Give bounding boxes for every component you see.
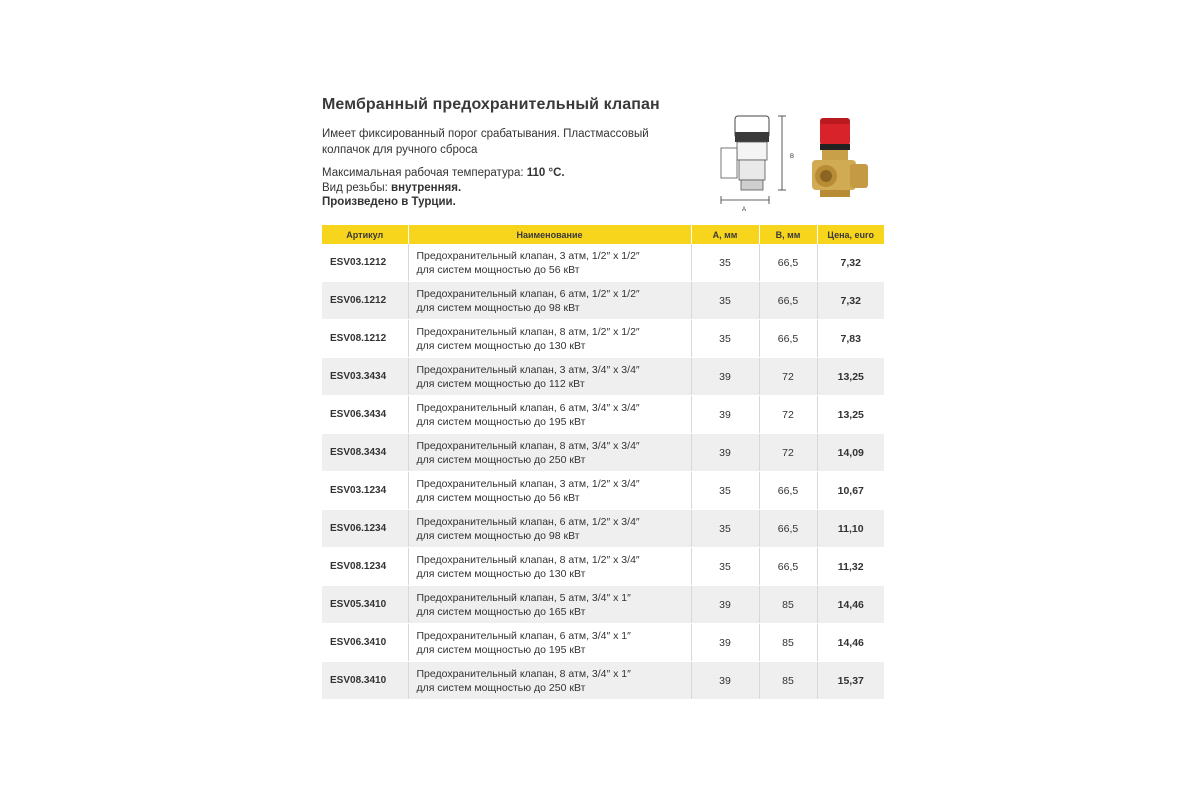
name-line-2: для систем мощностью до 112 кВт <box>416 377 585 390</box>
article-cell: ESV08.3410 <box>322 662 408 700</box>
table-row <box>322 472 884 510</box>
name-cell <box>408 586 691 624</box>
name-cell <box>408 282 691 320</box>
table-row <box>322 434 884 472</box>
dim-b-label: B <box>790 154 795 160</box>
price-cell: 7,83 <box>817 320 884 358</box>
name-line-2: для систем мощностью до 98 кВт <box>416 301 580 314</box>
name-line-2: для систем мощностью до 250 кВт <box>416 453 586 466</box>
a-mm-cell: 39 <box>691 662 759 700</box>
price-cell: 11,10 <box>817 510 884 548</box>
table-row <box>322 358 884 396</box>
valve-technical-drawing <box>718 110 798 215</box>
a-mm-cell: 39 <box>691 586 759 624</box>
price-cell: 13,25 <box>817 358 884 396</box>
table-row <box>322 548 884 586</box>
name-line-1: Предохранительный клапан, 3 атм, 1/2″ х 1/2″ <box>416 249 640 262</box>
b-mm-cell: 66,5 <box>759 472 817 510</box>
name-line-1: Предохранительный клапан, 6 атм, 3/4″ х 1″ <box>416 629 631 642</box>
name-line-1: Предохранительный клапан, 8 атм, 3/4″ х 1″ <box>416 667 631 680</box>
name-line-2: для систем мощностью до 98 кВт <box>416 529 580 542</box>
a-mm-cell: 35 <box>691 244 759 282</box>
price-cell: 7,32 <box>817 282 884 320</box>
price-cell: 14,46 <box>817 624 884 662</box>
table-row <box>322 396 884 434</box>
name-line-1: Предохранительный клапан, 6 атм, 3/4″ х 3/4″ <box>416 401 640 414</box>
a-mm-cell: 35 <box>691 548 759 586</box>
b-mm-cell: 66,5 <box>759 320 817 358</box>
price-cell: 11,32 <box>817 548 884 586</box>
a-mm-cell: 39 <box>691 358 759 396</box>
name-line-1: Предохранительный клапан, 8 атм, 3/4″ х 3/4″ <box>416 439 640 452</box>
table-row <box>322 244 884 282</box>
article-cell: ESV06.3410 <box>322 624 408 662</box>
b-mm-cell: 85 <box>759 624 817 662</box>
dim-a-label: A <box>742 207 747 213</box>
name-cell <box>408 396 691 434</box>
page-title: Мембранный предохранительный клапан <box>322 96 660 113</box>
a-mm-cell: 39 <box>691 396 759 434</box>
article-cell: ESV08.1212 <box>322 320 408 358</box>
price-cell: 7,32 <box>817 244 884 282</box>
name-cell <box>408 472 691 510</box>
a-mm-cell: 35 <box>691 510 759 548</box>
b-mm-cell: 72 <box>759 396 817 434</box>
price-cell: 14,46 <box>817 586 884 624</box>
b-mm-cell: 66,5 <box>759 510 817 548</box>
table-row <box>322 282 884 320</box>
name-cell <box>408 624 691 662</box>
thread-spec: Вид резьбы: внутренняя. <box>322 181 462 194</box>
name-line-1: Предохранительный клапан, 8 атм, 1/2″ х 1/2″ <box>416 325 640 338</box>
product-specs <box>322 166 565 210</box>
a-mm-cell: 39 <box>691 434 759 472</box>
name-line-1: Предохранительный клапан, 3 атм, 1/2″ х 3/4″ <box>416 477 640 490</box>
b-mm-cell: 72 <box>759 358 817 396</box>
a-mm-cell: 35 <box>691 282 759 320</box>
b-mm-cell: 66,5 <box>759 548 817 586</box>
name-line-2: для систем мощностью до 56 кВт <box>416 263 580 276</box>
price-cell: 10,67 <box>817 472 884 510</box>
article-cell: ESV03.1234 <box>322 472 408 510</box>
table-header-row <box>322 225 884 244</box>
article-cell: ESV08.3434 <box>322 434 408 472</box>
origin-spec: Произведено в Турции. <box>322 196 456 208</box>
header-name: Наименование <box>408 225 691 244</box>
header-b-mm: В, мм <box>759 225 817 244</box>
article-cell: ESV08.1234 <box>322 548 408 586</box>
article-cell: ESV06.3434 <box>322 396 408 434</box>
product-description: Имеет фиксированный порог срабатывания. Пластмассовый колпачок для ручного сброса <box>322 128 649 156</box>
a-mm-cell: 35 <box>691 320 759 358</box>
b-mm-cell: 85 <box>759 662 817 700</box>
table-row <box>322 320 884 358</box>
name-cell <box>408 510 691 548</box>
valve-product-photo <box>806 116 876 198</box>
header-article: Артикул <box>322 225 408 244</box>
article-cell: ESV03.1212 <box>322 244 408 282</box>
name-line-2: для систем мощностью до 195 кВт <box>416 643 586 656</box>
price-cell: 15,37 <box>817 662 884 700</box>
name-line-2: для систем мощностью до 130 кВт <box>416 567 586 580</box>
name-line-1: Предохранительный клапан, 5 атм, 3/4″ х 1″ <box>416 591 631 604</box>
price-table <box>322 225 884 700</box>
name-line-1: Предохранительный клапан, 6 атм, 1/2″ х 3/4″ <box>416 515 640 528</box>
b-mm-cell: 66,5 <box>759 282 817 320</box>
b-mm-cell: 85 <box>759 586 817 624</box>
table-row <box>322 586 884 624</box>
temperature-spec: Максимальная рабочая температура: 110 °С. <box>322 167 565 179</box>
article-cell: ESV05.3410 <box>322 586 408 624</box>
table-row <box>322 662 884 700</box>
article-cell: ESV06.1234 <box>322 510 408 548</box>
price-cell: 14,09 <box>817 434 884 472</box>
name-cell <box>408 434 691 472</box>
table-row <box>322 624 884 662</box>
name-cell <box>408 358 691 396</box>
name-line-2: для систем мощностью до 195 кВт <box>416 415 586 428</box>
b-mm-cell: 66,5 <box>759 244 817 282</box>
name-cell <box>408 662 691 700</box>
name-cell <box>408 244 691 282</box>
name-cell <box>408 548 691 586</box>
name-cell <box>408 320 691 358</box>
name-line-1: Предохранительный клапан, 3 атм, 3/4″ х 3/4″ <box>416 363 640 376</box>
price-cell: 13,25 <box>817 396 884 434</box>
header-price: Цена, euro <box>817 225 884 244</box>
b-mm-cell: 72 <box>759 434 817 472</box>
article-cell: ESV03.3434 <box>322 358 408 396</box>
a-mm-cell: 35 <box>691 472 759 510</box>
name-line-2: для систем мощностью до 130 кВт <box>416 339 586 352</box>
table-row <box>322 510 884 548</box>
article-cell: ESV06.1212 <box>322 282 408 320</box>
name-line-2: для систем мощностью до 250 кВт <box>416 681 586 694</box>
header-a-mm: А, мм <box>691 225 759 244</box>
a-mm-cell: 39 <box>691 624 759 662</box>
name-line-1: Предохранительный клапан, 6 атм, 1/2″ х 1/2″ <box>416 287 640 300</box>
name-line-1: Предохранительный клапан, 8 атм, 1/2″ х 3/4″ <box>416 553 640 566</box>
name-line-2: для систем мощностью до 165 кВт <box>416 605 586 618</box>
name-line-2: для систем мощностью до 56 кВт <box>416 491 580 504</box>
